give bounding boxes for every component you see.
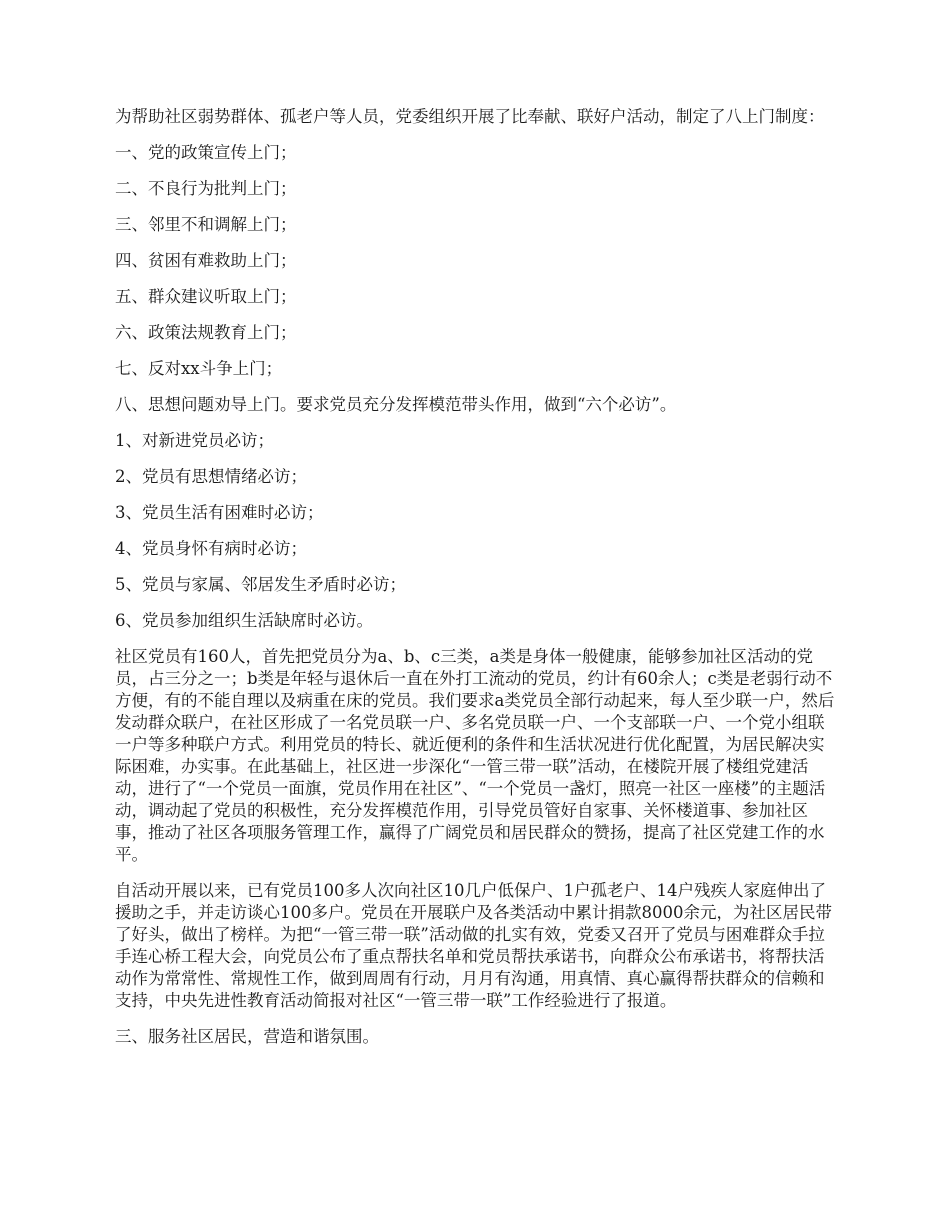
visit-item-3: 3、党员生活有困难时必访；	[115, 503, 324, 522]
body-paragraph-members: 社区党员有160人，首先把党员分为a、b、c三类，a类是身体一般健康，能够参加社区活动的党员，占三分之一；b类是年轻与退休后一直在外打工流动的党员，约计有60余人；c类是老弱行动不方便，有的不能自理以及病重在床的党员。我们要求a类党员全部行动起来，每人至少联一户，然后发动群众联户，在社区形成了一名党员联一户、多名党员联一户、一个支部联一户、一个党小组联一户等多种联户方式。利用党员的特长、就近便利的条件和生活状况进行优化配置，为居民解决实际困难，办实事。在此基础上，社区进一步深化“一管三带一联”活动，在楼院开展了楼组党建活动，进行了“一个党员一面旗，党员作用在社区”、“一个党员一盏灯，照亮一社区一座楼”的主题活动，调动起了党员的积极性，充分发挥模范作用，引导党员管好自家事、关怀楼道事、参加社区事，推动了社区各项服务管理工作，赢得了广阔党员和居民群众的赞扬，提高了社区党建工作的水平。	[115, 647, 835, 864]
visit-item-4: 4、党员身怀有病时必访；	[115, 539, 307, 558]
section-heading: 三、服务社区居民，营造和谐氛围。	[115, 1027, 379, 1046]
rule-item-3: 三、邻里不和调解上门；	[115, 215, 297, 234]
rule-item-7: 七、反对xx斗争上门；	[115, 359, 283, 378]
visit-item-2: 2、党员有思想情绪必访；	[115, 467, 307, 486]
rule-item-6: 六、政策法规教育上门；	[115, 323, 297, 342]
rule-item-8: 八、思想问题劝导上门。要求党员充分发挥模范带头作用，做到“六个必访”。	[115, 395, 677, 414]
rule-item-2: 二、不良行为批判上门；	[115, 179, 297, 198]
rule-item-1: 一、党的政策宣传上门；	[115, 143, 297, 162]
visit-item-1: 1、对新进党员必访；	[115, 431, 274, 450]
rule-item-5: 五、群众建议听取上门；	[115, 287, 297, 306]
visit-item-6: 6、党员参加组织生活缺席时必访。	[115, 611, 373, 630]
intro-paragraph: 为帮助社区弱势群体、孤老户等人员，党委组织开展了比奉献、联好户活动，制定了八上门制度：	[115, 107, 825, 126]
visit-item-5: 5、党员与家属、邻居发生矛盾时必访；	[115, 575, 406, 594]
body-paragraph-results: 自活动开展以来，已有党员100多人次向社区10几户低保户、1户孤老户、14户残疾人家庭伸出了援助之手，并走访谈心100多户。党员在开展联户及各类活动中累计捐款8000余元，为社区居民带了好头，做出了榜样。为把“一管三带一联”活动做的扎实有效，党委又召开了党员与困难群众手拉手连心桥工程大会，向党员公布了重点帮扶名单和党员帮扶承诺书，向群众公布承诺书，将帮扶活动作为常常性、常规性工作，做到周周有行动，月月有沟通，用真情、真心赢得帮扶群众的信赖和支持，中央先进性教育活动简报对社区“一管三带一联”工作经验进行了报道。	[115, 881, 832, 1010]
document-page	[115, 106, 840, 1062]
rule-item-4: 四、贫困有难救助上门；	[115, 251, 297, 270]
